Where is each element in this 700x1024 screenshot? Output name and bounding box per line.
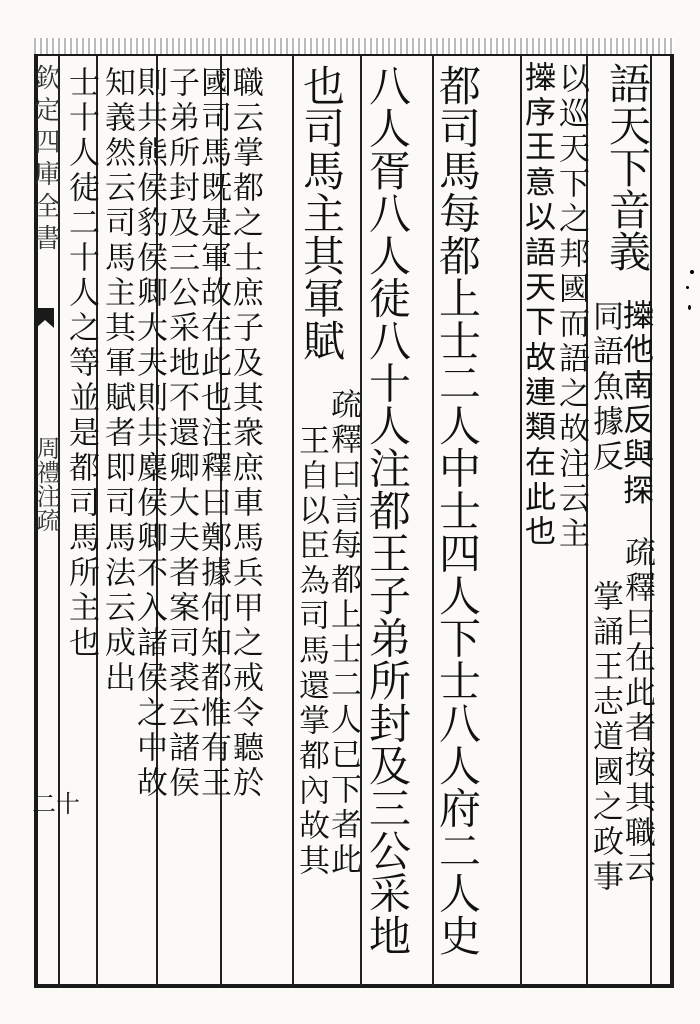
scan-speck [686, 286, 689, 289]
column-3-note-b: 𢷎序王意以語天下故連類在此也 [521, 62, 557, 552]
column-7: 職云掌都之士庶子及其衆庶車馬兵甲之戒令聽於 [227, 66, 263, 801]
column-3-note-a: 以巡天下之邦國而語之故注云主 [553, 62, 589, 552]
column-12: 士十人徒二十人之等並是都司馬所主也 [63, 66, 99, 661]
column-1-main: 語天下音義 [603, 62, 652, 272]
frame-top-band [34, 38, 674, 56]
column-2-note-a: 疏釋曰在此者按其職云 [619, 536, 655, 886]
column-6-main: 也司馬主其軍賦 [297, 64, 346, 362]
column-1-note-b: 同語魚據反 [587, 300, 623, 475]
column-5-main: 八人胥八人徒八十人注都王子弟所封及三公采地 [363, 64, 412, 957]
scan-speck [688, 305, 691, 310]
column-2-note-b: 掌誦王志道國之政事 [587, 580, 623, 895]
page-number: 二十 [32, 790, 80, 818]
scan-speck [690, 270, 694, 274]
section-title-margin: 周禮注疏 [32, 436, 60, 532]
column-8: 國司馬既是軍故在此也注釋曰鄭據何知都惟有王 [195, 66, 231, 801]
book-title-margin: 欽定四庫全書 [30, 64, 60, 256]
column-10: 則共熊侯豹侯卿大夫則共麋侯卿不入諸侯之中故 [131, 66, 167, 801]
column-6-note-b: 王自以臣為司馬還掌都內故其 [293, 424, 329, 879]
column-9: 子弟所封及三公采地不還卿大夫者案司裘云諸侯 [163, 66, 199, 801]
column-4-main: 都司馬每都上士二人中士四人下士八人府二人史 [433, 64, 482, 957]
column-6-note-a: 疏釋曰言每都上士二人已下者此 [325, 388, 361, 878]
column-11: 知義然云司馬主其軍賦者即司馬法云成出 [99, 66, 135, 696]
column-1-note-a: 𢷎他南反與探 [619, 300, 655, 510]
